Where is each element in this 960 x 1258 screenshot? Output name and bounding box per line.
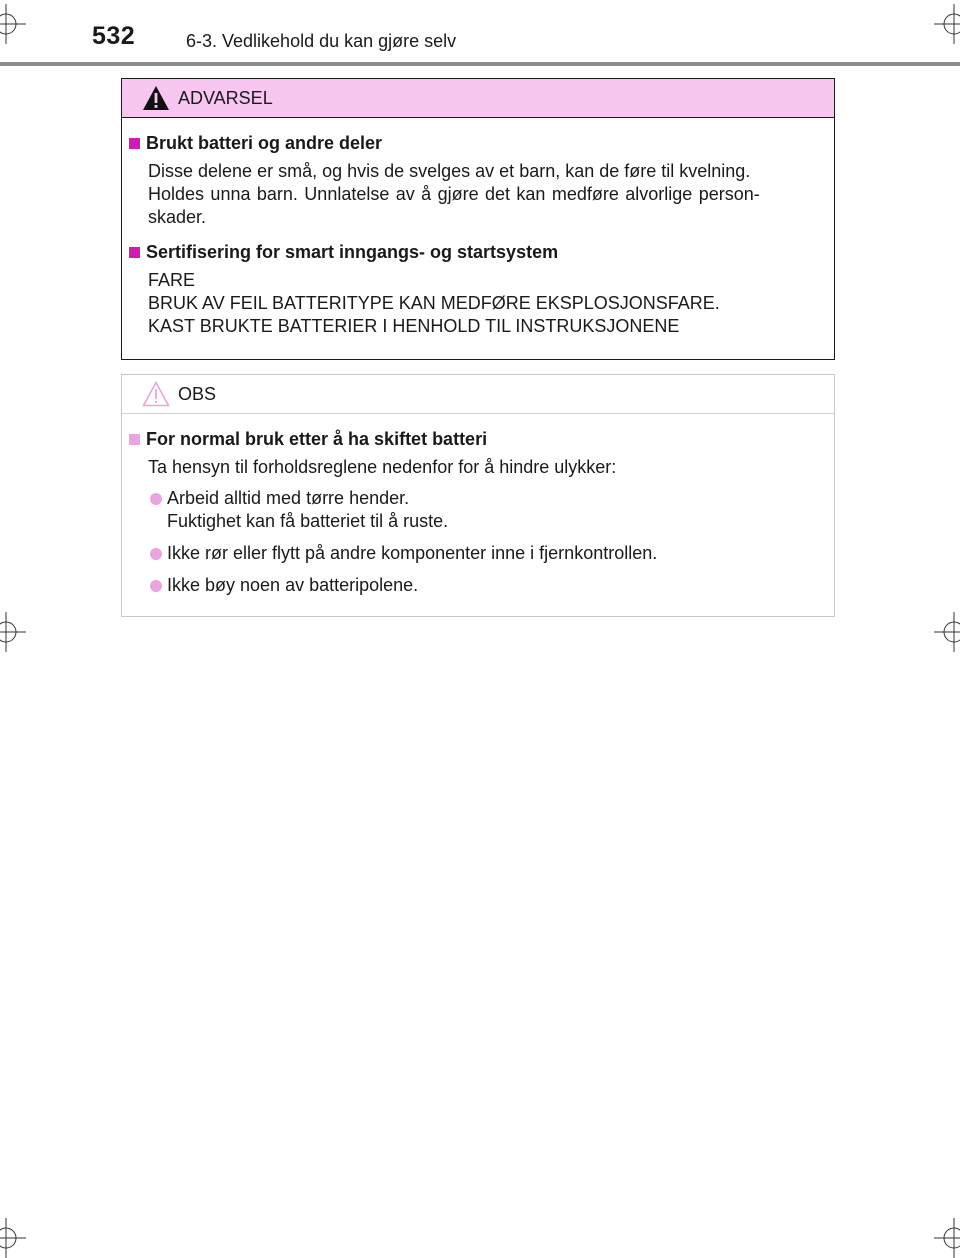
notice-box [121,374,835,617]
list-item-subtext: Fuktighet kan få batteriet til å ruste. [167,511,449,531]
warning-body [122,118,834,338]
list-item [148,542,823,565]
header-divider [0,62,960,66]
registration-mark-mid-right [934,612,960,652]
text-line: skader. [148,207,207,227]
caution-triangle-outline-icon [142,381,170,412]
warning-header [122,79,834,118]
notice-header [122,375,834,414]
bullet-dot-icon [150,548,162,560]
registration-mark-bottom-right [934,1218,960,1258]
notice-section-title-text: For normal bruk etter å ha skiftet batteri [146,429,488,449]
warning-triangle-filled-icon [142,85,170,116]
list-item-text: Arbeid alltid med tørre hender. [167,488,410,508]
list-item [148,574,823,597]
list-item [148,487,823,533]
text-line: KAST BRUKTE BATTERIER I HENHOLD TIL INSTRUKSJONENE [148,316,680,336]
registration-mark-top-left [0,4,26,44]
registration-mark-mid-left [0,612,26,652]
warning-section-text [129,160,823,229]
warning-section-title-text: Sertifisering for smart inngangs- og startsystem [146,242,559,262]
bullet-dot-icon [150,493,162,505]
text-line: BRUK AV FEIL BATTERITYPE KAN MEDFØRE EKSPLOSJONSFARE. [148,293,720,313]
section-title: 6-3. Vedlikehold du kan gjøre selv [186,31,457,51]
registration-mark-top-right [934,4,960,44]
notice-label: OBS [178,384,217,404]
text-line: Holdes unna barn. Unnlatelse av å gjøre det kan medføre alvorlige person- [148,184,760,204]
registration-mark-bottom-left [0,1218,26,1258]
bullet-dot-icon [150,580,162,592]
warning-section-title-text: Brukt batteri og andre deler [146,133,383,153]
warning-section-text [129,269,823,338]
warning-box [121,78,835,360]
notice-section-title [129,428,823,451]
warning-label: ADVARSEL [178,88,273,108]
list-item-text: Ikke rør eller flytt på andre komponenter inne i fjernkontrollen. [167,543,658,563]
page-number: 532 [92,22,136,50]
list-item-text: Ikke bøy noen av batteripolene. [167,575,419,595]
text-line: FARE [148,270,196,290]
text-line: Disse delene er små, og hvis de svelges av et barn, kan de føre til kvelning. [148,161,751,181]
warning-section-title [129,132,823,155]
section-marker-square-icon [129,138,140,149]
section-marker-square-icon [129,247,140,258]
notice-intro: Ta hensyn til forholdsreglene nedenfor for å hindre ulykker: [148,457,617,477]
section-marker-square-icon [129,434,140,445]
warning-section-title [129,241,823,264]
notice-body [122,414,834,597]
